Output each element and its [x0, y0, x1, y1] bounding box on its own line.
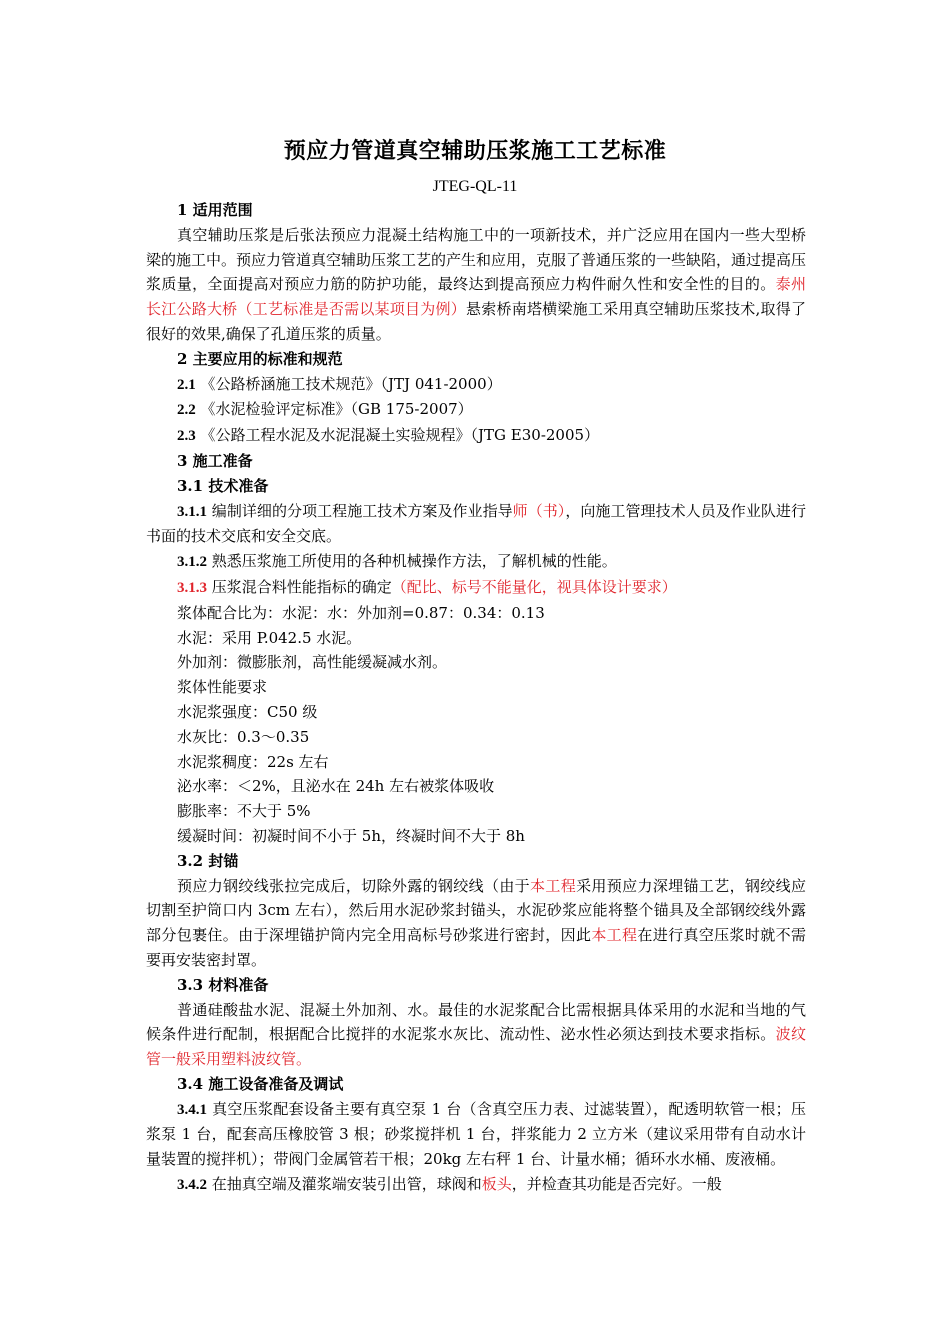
clause-text-a: 在抽真空端及灌浆端安装引出管，球阀和	[207, 1175, 482, 1194]
mix-line: 浆体性能要求	[177, 678, 268, 697]
paragraph-highlight: 本工程	[591, 926, 638, 945]
clause-text: 真空压浆配套设备主要有真空泵 1 台（含真空压力表、过滤装置），配透明软管一根；压浆泵 1 台，配套高压橡胶管 3 根；砂浆搅拌机 1 台，拌浆能力 2 立方米（建议采用带有自动水计量装置的搅拌机）；带阀门金属管若干根；20kg 左右秤 1 台、计量水桶；循环水水桶、废液桶。	[146, 1099, 806, 1169]
mix-line: 水灰比：0.3～0.35	[177, 727, 310, 746]
subsection-3-1-heading: 3.1 技术准备	[177, 476, 269, 495]
mix-line: 泌水率：＜2%，且泌水在 24h 左右被浆体吸收	[177, 777, 495, 796]
document-code: JTEG-QL-11	[432, 178, 518, 195]
clause-text-b: ，向施工管理技术人员及作业队进行书面的技术交底和安全交底。	[146, 501, 806, 546]
subsection-3-3-heading: 3.3 材料准备	[177, 975, 269, 994]
clause-3-4-2	[146, 1172, 806, 1198]
clause-highlight: 师（书）	[512, 501, 566, 520]
clause-highlight: 板头	[481, 1175, 512, 1194]
standard-item-number: 2.2	[177, 402, 196, 419]
standard-item-text: 《公路桥涵施工技术规范》（JTJ 041-2000）	[195, 374, 502, 393]
section-2-heading: 2 主要应用的标准和规范	[177, 349, 343, 368]
standard-item	[146, 423, 806, 449]
clause-text-b: ，并检查其功能是否完好。一般	[511, 1175, 722, 1194]
standard-item-text: 《水泥检验评定标准》（GB 175-2007）	[195, 400, 473, 419]
section-1-text-a: 真空辅助压浆是后张法预应力混凝土结构施工中的一项新技术，并广泛应用在国内一些大型桥梁的施工中。预应力管道真空辅助压浆工艺的产生和应用，克服了普通压浆的一些缺陷，通过提高压浆质量，全面提高对预应力筋的防护功能，最终达到提高预应力构件耐久性和安全性的目的。	[146, 225, 807, 294]
clause-3-1-1	[146, 499, 806, 550]
mix-line: 浆体配合比为：水泥：水：外加剂=0.87：0.34：0.13	[177, 603, 545, 622]
standard-item-number: 2.3	[177, 428, 196, 445]
mix-line: 水泥：采用 P.042.5 水泥。	[177, 628, 362, 647]
standard-item-text: 《公路工程水泥及水泥混凝土实验规程》（JTG E30-2005）	[195, 426, 600, 445]
clause-text: 压浆混合料性能指标的确定	[207, 577, 392, 596]
mix-line: 水泥浆稠度：22s 左右	[177, 752, 329, 771]
clause-number: 3.4.2	[177, 1177, 207, 1194]
clause-3-1-3	[146, 575, 806, 601]
clause-number: 3.1.2	[177, 554, 207, 571]
paragraph-highlight: 波纹管一般采用塑料波纹管。	[146, 1025, 806, 1069]
clause-text: 熟悉压浆施工所使用的各种机械操作方法，了解机械的性能。	[207, 552, 617, 571]
mix-line: 膨胀率：不大于 5%	[177, 802, 311, 821]
paragraph-text-b: 采用预应力深埋锚工艺，钢绞线应切割至护筒口内 3cm 左右），然后用水泥砂浆封锚头，水泥砂浆应能将整个锚具及全部钢绞线外露部分包裹住。由于深埋锚护筒内完全用高标号砂浆进行密封，因此	[146, 876, 806, 945]
section-1-highlight: 泰州长江公路大桥（工艺标准是否需以某项目为例）	[146, 275, 806, 319]
section-1-text-b: 悬索桥南塔横梁施工采用真空辅助压浆技术,取得了很好的效果,确保了孔道压浆的质量。	[146, 300, 806, 343]
mix-line: 缓凝时间：初凝时间不小于 5h，终凝时间不大于 8h	[177, 826, 525, 845]
clause-3-1-2	[146, 549, 806, 575]
paragraph-highlight: 本工程	[530, 876, 577, 895]
paragraph-text-a: 预应力钢绞线张拉完成后，切除外露的钢绞线（由于	[177, 876, 531, 895]
subsection-3-2-heading: 3.2 封锚	[177, 851, 239, 870]
mix-line: 水泥浆强度：C50 级	[177, 702, 318, 721]
clause-number: 3.4.1	[177, 1101, 207, 1118]
standard-item	[146, 372, 806, 398]
clause-highlight: （配比、标号不能量化，视具体设计要求）	[391, 577, 677, 596]
document-title: 预应力管道真空辅助压浆施工工艺标准	[283, 138, 667, 164]
paragraph-text-a: 普通硅酸盐水泥、混凝土外加剂、水。最佳的水泥浆配合比需根据具体采用的水泥和当地的气候条件进行配制，根据配合比搅拌的水泥浆水灰比、流动性、泌水性必须达到技术要求指标。	[146, 1000, 806, 1044]
standard-item-number: 2.1	[177, 376, 196, 393]
clause-text-a: 编制详细的分项工程施工技术方案及作业指导	[207, 501, 513, 520]
standard-item	[146, 397, 806, 423]
subsection-3-4-heading: 3.4 施工设备准备及调试	[177, 1074, 344, 1093]
subsection-3-2-paragraph	[146, 874, 806, 973]
clause-3-4-1	[146, 1097, 806, 1172]
clause-number: 3.1.1	[177, 503, 207, 520]
paragraph-text-c: 在进行真空压浆时就不需要再安装密封罩。	[146, 926, 806, 969]
section-3-heading: 3 施工准备	[177, 451, 253, 470]
subsection-3-3-paragraph	[146, 998, 806, 1072]
section-1-paragraph	[146, 223, 806, 347]
section-1-heading: 1 适用范围	[177, 201, 253, 219]
clause-number: 3.1.3	[177, 579, 207, 596]
mix-line: 外加剂：微膨胀剂，高性能缓凝减水剂。	[177, 653, 448, 672]
document-body	[146, 198, 806, 1198]
